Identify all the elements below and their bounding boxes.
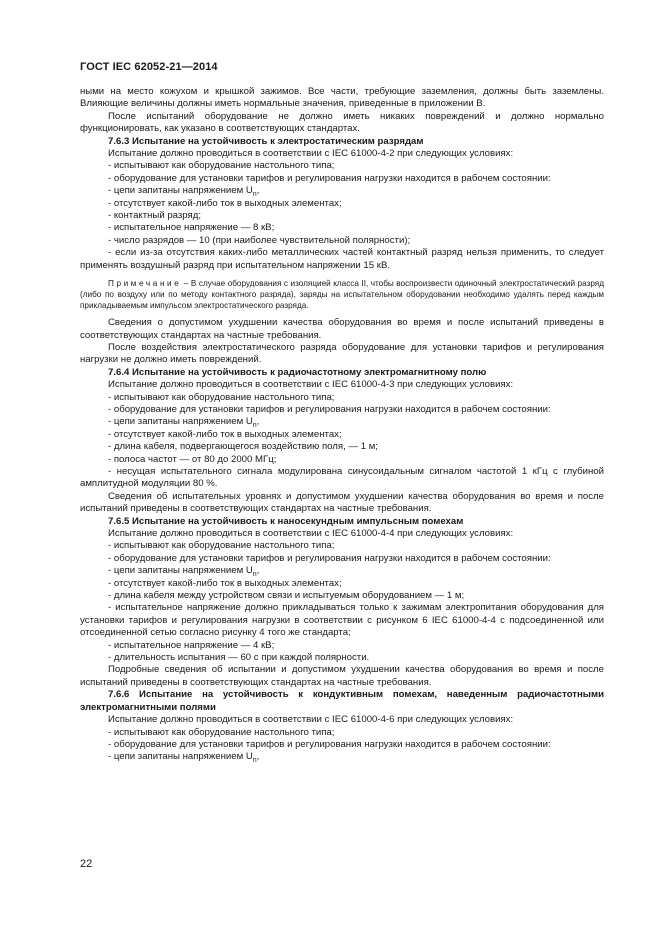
list-item: - испытательное напряжение — 4 кВ; <box>108 639 275 651</box>
list-item: - цепи запитаны напряжением $U_n$, <box>108 565 260 579</box>
list-item: - отсутствует какой-либо ток в выходных элементах; <box>108 197 342 209</box>
list-item: - отсутствует какой-либо ток в выходных элементах; <box>108 577 342 589</box>
list-item: - длительность испытания — 60 с при каждой полярности. <box>108 652 370 664</box>
section-heading-7-6-6: 7.6.6 Испытание на устойчивость к кондуктивным помехам, наведенным радиочастотными электромагнитными полями <box>80 689 604 713</box>
list-item: - цепи запитаны напряжением $U_n$, <box>108 185 260 199</box>
subscript: n <box>252 422 257 430</box>
list-item: - число разрядов — 10 (при наиболее чувствительной полярности); <box>108 234 411 246</box>
paragraph: Испытание должно проводиться в соответствии с IEC 61000-4-6 при следующих условиях: <box>108 714 514 726</box>
list-item: - испытывают как оборудование настольного типа; <box>108 726 335 738</box>
list-item: - испытывают как оборудование настольного типа; <box>108 540 335 552</box>
list-item: - испытательное напряжение должно прикладываться только к зажимам электропитания оборудования для установки тарифов и регулирования нагрузки в соответствии с рисунком 6 IEC 61000-4-4 с подсоединенной или отсоединенной сетью согласно рисунку 4 того же стандарта; <box>80 602 604 639</box>
section-heading-7-6-4: 7.6.4 Испытание на устойчивость к радиочастотному электромагнитному полю <box>108 366 487 378</box>
paragraph: Подробные сведения об испытании и допустимом ухудшении качества оборудования во время и после испытаний приведены в соответствующих стандартах на частные требования. <box>80 664 604 688</box>
subscript: n <box>252 571 257 579</box>
list-item: - несущая испытательного сигнала модулирована синусоидальным сигналом частотой 1 кГц с глубиной амплитудной модуляции 80 %. <box>80 465 604 490</box>
list-item: - оборудование для установки тарифов и регулирования нагрузки находится в рабочем состоянии: <box>108 403 551 415</box>
section-heading-7-6-3: 7.6.3 Испытание на устойчивость к электростатическим разрядам <box>108 135 424 147</box>
page-number: 22 <box>80 858 93 870</box>
section-heading-7-6-5: 7.6.5 Испытание на устойчивость к наносекундным импульсным помехам <box>108 515 464 527</box>
list-item: - полоса частот — от 80 до 2000 МГц; <box>108 453 277 465</box>
list-item: - испытательное напряжение — 8 кВ; <box>108 222 275 234</box>
list-item: - контактный разряд; <box>108 210 201 222</box>
list-item: - оборудование для установки тарифов и регулирования нагрузки находится в рабочем состоянии: <box>108 738 551 750</box>
list-item: - цепи запитаны напряжением $U_n$, <box>108 751 260 765</box>
paragraph: Сведения об испытательных уровнях и допустимом ухудшении качества оборудования во время и после испытаний приведены в соответствующих стандартах на частные требования. <box>80 490 604 515</box>
standard-header: ГОСТ IEC 62052-21—2014 <box>80 61 218 73</box>
note-label: Примечание <box>108 279 182 289</box>
paragraph: После испытаний оборудование не должно иметь никаких повреждений и должно нормально функционировать, как указано в соответствующих стандартах. <box>80 110 604 135</box>
paragraph: Испытание должно проводиться в соответствии с IEC 61000-4-3 при следующих условиях: <box>108 379 514 391</box>
list-item: - оборудование для установки тарифов и регулирования нагрузки находится в рабочем состоянии: <box>108 552 551 564</box>
list-item: - испытывают как оборудование настольного типа; <box>108 160 335 172</box>
list-item: - испытывают как оборудование настольного типа; <box>108 391 335 403</box>
document-body <box>80 86 604 764</box>
note <box>80 278 604 311</box>
list-item: - оборудование для установки тарифов и регулирования нагрузки находится в рабочем состоянии: <box>108 172 551 184</box>
paragraph: ными на место кожухом и крышкой зажимов. Все части, требующие заземления, должны быть заземлены. Влияющие величины должны иметь нормальные значения, приведенные в приложении В. <box>80 86 604 110</box>
paragraph: Сведения о допустимом ухудшении качества оборудования во время и после испытаний приведены в соответствующих стандартах на частные требования. <box>80 317 604 341</box>
paragraph: Испытание должно проводиться в соответствии с IEC 61000-4-2 при следующих условиях: <box>108 148 514 160</box>
list-item: - длина кабеля между устройством связи и испытуемым оборудованием — 1 м; <box>108 590 465 602</box>
list-item: - длина кабеля, подвергающегося воздействию поля, — 1 м; <box>108 441 378 453</box>
list-item: - цепи запитаны напряжением $U_n$, <box>108 416 260 430</box>
subscript: n <box>252 757 257 765</box>
subscript: n <box>252 191 257 199</box>
paragraph: Испытание должно проводиться в соответствии с IEC 61000-4-4 при следующих условиях: <box>108 528 514 539</box>
list-item: - если из-за отсутствия каких-либо металлических частей контактный разряд нельзя применить, то следует применять воздушный разряд при испытательном напряжении 15 кВ. <box>80 247 604 271</box>
note-text: – В случае оборудования с изоляцией класса II, чтобы воспроизвести одиночный электростатический разряд (либо по воздуху или по методу контактного разряда), заряды на испытательном оборудовании необходимо удалять перед каждым прикладываемым импульсом электростатического разряда. <box>80 279 604 311</box>
paragraph: После воздействия электростатического разряда оборудование для установки тарифов и регулирования нагрузки не должно иметь повреждений. <box>80 341 604 366</box>
list-item: - отсутствует какой-либо ток в выходных элементах; <box>108 428 342 440</box>
